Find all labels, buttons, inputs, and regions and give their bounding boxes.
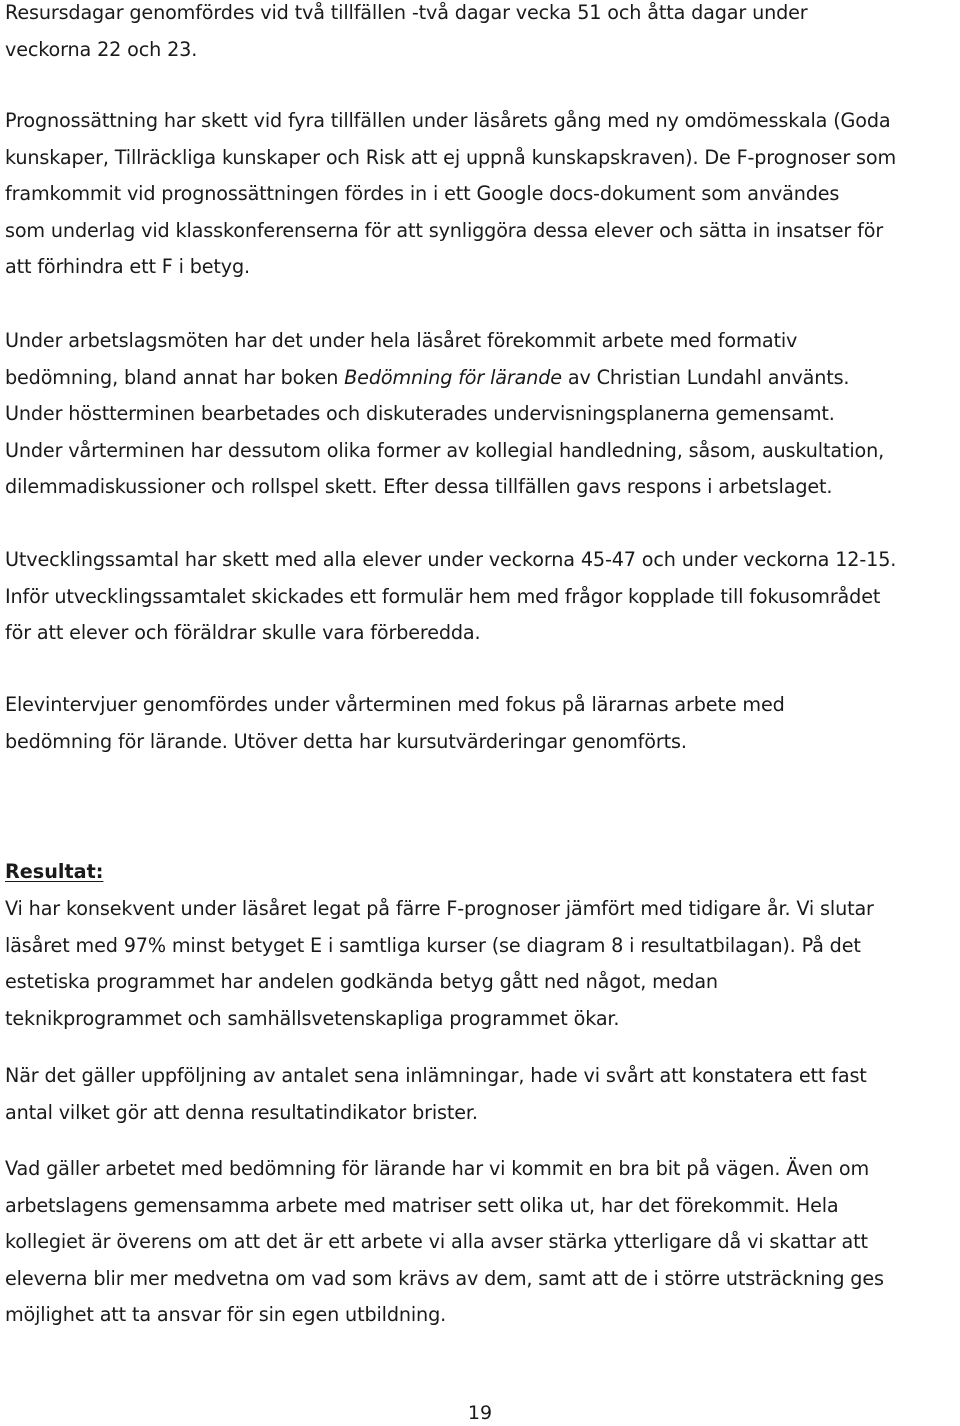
text-line: Elevintervjuer genomfördes under vårterminen med fokus på lärarnas arbete med [5, 693, 785, 716]
text-line: möjlighet att ta ansvar för sin egen utbildning. [5, 1303, 447, 1327]
text-line: att förhindra ett F i betyg. [5, 255, 250, 279]
paragraph-assessment-progress [5, 1151, 955, 1334]
text-line: bedömning för lärande. Utöver detta har kursutvärderingar genomförts. [5, 729, 687, 753]
text-line: Vad gäller arbetet med bedömning för lärande har vi kommit en bra bit på vägen. Även om [5, 1157, 870, 1180]
text-line: kollegiet är överens om att det är ett arbete vi alla avser stärka ytterligare då vi skattar att [5, 1230, 868, 1254]
text-line: Under arbetslagsmöten har det under hela läsåret förekommit arbete med formativ [5, 329, 798, 352]
text-line: eleverna blir mer medvetna om vad som krävs av dem, samt att de i större utsträckning ges [5, 1266, 884, 1290]
text-line: estetiska programmet har andelen godkända betyg gått ned något, medan [5, 970, 718, 994]
paragraph-development-talks [5, 542, 955, 652]
text-line: för att elever och föräldrar skulle vara förberedda. [5, 621, 481, 645]
paragraph-resource-days [5, 0, 955, 68]
paragraph-late-submissions [5, 1058, 955, 1131]
text-line: dilemmadiskussioner och rollspel skett. Efter dessa tillfällen gavs respons i arbetslaget. [5, 475, 833, 499]
text-line: som underlag vid klasskonferenserna för att synliggöra dessa elever och sätta in insatser för [5, 218, 884, 242]
text-line: Under höstterminen bearbetades och diskuterades undervisningsplanerna gemensamt. [5, 402, 835, 426]
text-line: antal vilket gör att denna resultatindikator brister. [5, 1100, 478, 1124]
text-line: kunskaper, Tillräckliga kunskaper och Risk att ej uppnå kunskapskraven). De F-prognoser som [5, 145, 896, 169]
text-line: Utvecklingssamtal har skett med alla elever under veckorna 45-47 och under veckorna 12-15. [5, 548, 897, 571]
text-line: När det gäller uppföljning av antalet sena inlämningar, hade vi svårt att konstatera ett fast [5, 1064, 867, 1087]
text-segment: av Christian Lundahl använts. [561, 365, 850, 389]
text-line: Prognossättning har skett vid fyra tillfällen under läsårets gång med ny omdömesskala (Goda [5, 109, 891, 132]
paragraph-team-meetings [5, 323, 955, 506]
text-line: Inför utvecklingssamtalet skickades ett formulär hem med frågor kopplade till fokusområdet [5, 584, 881, 608]
text-line: Resursdagar genomfördes vid två tillfällen -två dagar vecka 51 och åtta dagar under [5, 1, 808, 24]
text-line: läsåret med 97% minst betyget E i samtliga kurser (se diagram 8 i resultatbilagan). På det [5, 933, 861, 957]
section-heading-results: Resultat: [5, 860, 104, 883]
page-number: 19 [467, 1402, 493, 1424]
text-line [5, 360, 955, 397]
paragraph-results [5, 891, 955, 1037]
text-line: Under vårterminen har dessutom olika former av kollegial handledning, såsom, auskultation, [5, 438, 885, 462]
text-line: arbetslagens gemensamma arbete med matriser sett olika ut, har det förekommit. Hela [5, 1193, 839, 1217]
text-line: Vi har konsekvent under läsåret legat på färre F-prognoser jämfört med tidigare år. Vi slutar [5, 897, 874, 920]
text-line: veckorna 22 och 23. [5, 37, 198, 61]
text-line: teknikprogrammet och samhällsvetenskapliga programmet ökar. [5, 1006, 620, 1030]
book-title: Bedömning för lärande [344, 365, 562, 389]
text-segment: bedömning, bland annat har boken [5, 365, 345, 389]
text-line: framkommit vid prognossättningen fördes in i ett Google docs-dokument som användes [5, 182, 840, 206]
paragraph-student-interviews [5, 687, 955, 760]
paragraph-forecasting [5, 103, 955, 286]
